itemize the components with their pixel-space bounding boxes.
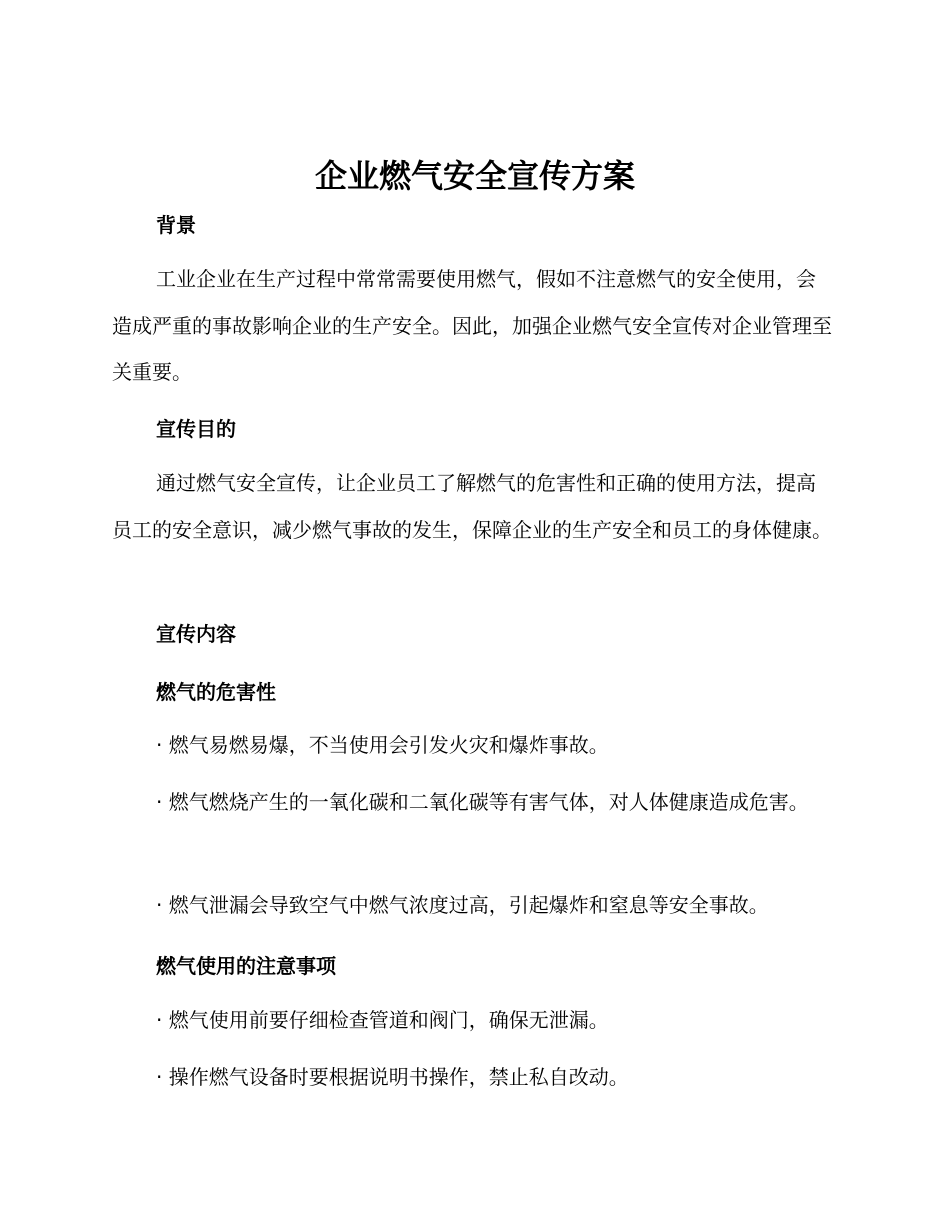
hazard-item-1: · 燃气易燃易爆，不当使用会引发火灾和爆炸事故。 (156, 733, 609, 757)
heading-purpose: 宣传目的 (156, 417, 236, 441)
heading-content: 宣传内容 (156, 622, 236, 646)
hazard-item-3: · 燃气泄漏会导致空气中燃气浓度过高，引起爆炸和窒息等安全事故。 (156, 893, 769, 917)
heading-notes: 燃气使用的注意事项 (156, 954, 336, 978)
note-item-2: · 操作燃气设备时要根据说明书操作，禁止私自改动。 (156, 1065, 629, 1089)
document-title: 企业燃气安全宣传方案 (314, 157, 635, 195)
heading-hazard: 燃气的危害性 (156, 680, 276, 704)
note-item-1: · 燃气使用前要仔细检查管道和阀门，确保无泄漏。 (156, 1008, 609, 1032)
paragraph-background: 工业企业在生产过程中常常需要使用燃气，假如不注意燃气的安全使用，会造成严重的事故影响企业的生产安全。因此，加强企业燃气安全宣传对企业管理至关重要。 (112, 267, 832, 384)
paragraph-purpose: 通过燃气安全宣传，让企业员工了解燃气的危害性和正确的使用方法，提高员工的安全意识，减少燃气事故的发生，保障企业的生产安全和员工的身体健康。 (112, 471, 832, 542)
hazard-item-2: · 燃气燃烧产生的一氧化碳和二氧化碳等有害气体，对人体健康造成危害。 (156, 790, 809, 814)
heading-background: 背景 (156, 213, 196, 237)
